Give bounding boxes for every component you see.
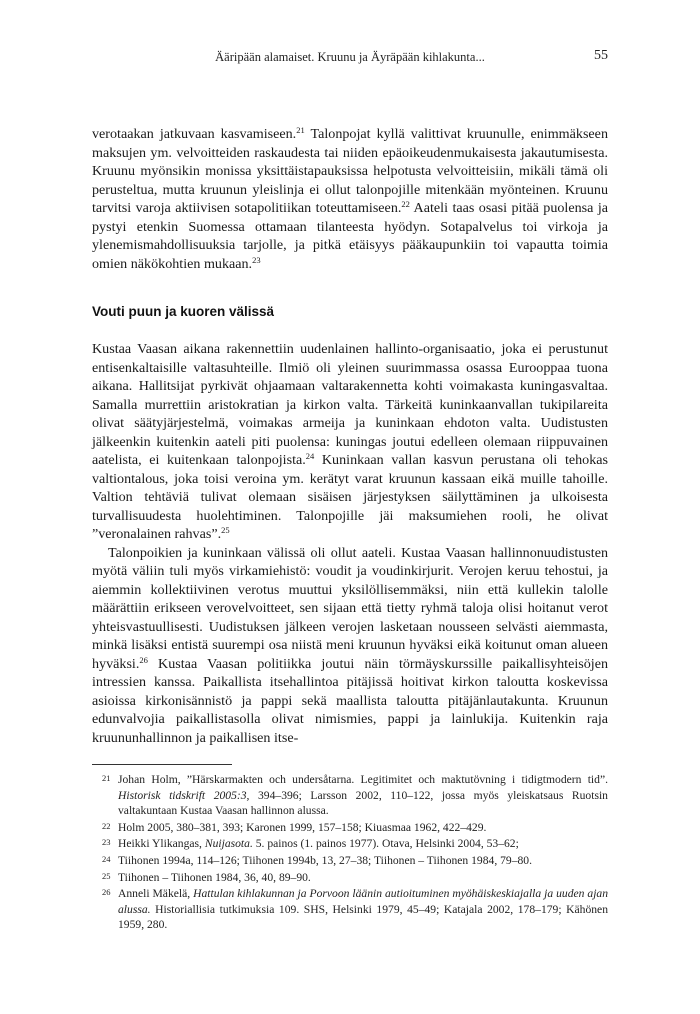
paragraph-text: verotaakan jatkuvaan kasvamiseen.: [92, 126, 297, 142]
paragraph-text: Talonpoikien ja kuninkaan välissä oli ollut aateli. Kustaa Vaasan hallinnonuudistusten myötä väliin tuli myös virkamiehistö: voudit ja voudinkirjurit. Verojen keruu tehostui, ja aiemmin kollektiivinen verotus muuttui yksilöllisemmäksi, niin että kullekin talolle määrättiin erikseen verovelvoitteet, sen sijaan että tietty ryhmä taloja olisi hoitanut verot yhteisvastuullisesti. Uudistuksen jälkeen verojen lasketaan nousseen selvästi aiemmasta, minkä lisäksi entistä suurempi osa niistä meni kruunun hyväksi eikä koitunut oman alueen hyväksi.: [92, 544, 608, 672]
page-number: 55: [594, 48, 608, 63]
footnote-text: Heikki Ylikangas,: [118, 837, 205, 851]
footnote-number: 26: [102, 887, 111, 898]
footnote-23: [92, 836, 608, 852]
footnote-number: 24: [102, 853, 111, 864]
footnote-text: Tiihonen 1994a, 114–126; Tiihonen 1994b, 13, 27–38; Tiihonen – Tiihonen 1984, 79–80.: [118, 853, 532, 867]
footnote-ref-22[interactable]: 22: [401, 199, 410, 209]
section-heading: Vouti puun ja kuoren välissä: [92, 304, 275, 319]
footnote-italic: Hattulan kihlakunnan ja Porvoon läänin autioituminen myöhäiskeskiajalla ja uuden ajan alussa.: [118, 887, 609, 916]
paragraph-text: Aateli taas osasi pitää puolensa ja pystyi etenkin Suomessa ottamaan tilanteesta hyödyn. Sotapalvelus toi virkoja ja ylenemismahdollisuuksia tarjolle, ja pitkä etäisyys pääkaupunkiin toi vapautta toimia omien näkökohtien mukaan.: [92, 200, 608, 272]
footnote-text: 394–396; Larsson 2002, 110–122, jossa myös yleiskatsaus Ruotsin valtakuntaan Kustaa Vaasan hallinnon alussa.: [118, 788, 608, 818]
footnote-21: [92, 772, 608, 819]
footnote-ref-23[interactable]: 23: [252, 254, 261, 265]
footnote-25: [92, 870, 608, 886]
footnote-number: 23: [102, 837, 111, 848]
footnote-divider: [92, 764, 232, 765]
paragraph-text: Talonpojat kyllä valittivat kruunulle, enimmäkseen maksujen ym. velvoitteiden raskaudesta tai niiden epäoikeudenmukaisesta jakautumisesta. Kruunu myönsikin monissa yksittäistapauksissa helpotusta velvoitteisiin, mikäli tämä oli perusteltua, mutta kruunun yleislinja ei ollut talonpojille mitenkään myönteinen. Kruunu tarvitsi varoja aktiivisen sotapolitiikan toteuttamiseen.: [92, 126, 608, 216]
paragraph-2: [92, 340, 608, 544]
footnote-text: Anneli Mäkelä,: [118, 887, 194, 901]
paragraph-1: [92, 125, 608, 273]
footnote-number: 22: [102, 820, 111, 831]
footnote-ref-24[interactable]: 24: [305, 451, 315, 461]
footnote-ref-21[interactable]: 21: [296, 125, 305, 135]
footnote-text: Historiallisia tutkimuksia 109. SHS, Helsinki 1979, 45–49; Katajala 2002, 178–179; Kähönen 1959, 280.: [118, 902, 608, 932]
footnote-26: [92, 886, 608, 933]
paragraph-text: Kustaa Vaasan aikana rakennettiin uudenlainen hallinto-organisaatio, joka ei perustunut entisenkaltaisille valtasuhteille. Ilmiö oli yleinen suurimmassa osassa Eurooppaa tuona aikana. Hallitsijat pyrkivät ohjaamaan valtarakennetta kohti voimakasta kuningasvaltaa. Samalla murrettiin aristokratian ja kirkon valta. Tärkeitä kuninkaanvallan tukipilareita olivat säätyjärjestelmä, voimakas armeija ja kuninkaan ehdoton valta. Uudistusten jälkeenkin kuitenkin aateli piti puolensa: kuningas joutui edelleen olemaan riippuvainen aatelista, ei kuitenkaan talonpojista.: [92, 341, 608, 468]
footnote-number: 25: [102, 870, 111, 881]
paragraph-text: Kustaa Vaasan politiikka joutui näin törmäyskurssille paikallisyhteisöjen intressien kanssa. Paikallista itsehallintoa pitäjissä hoitivat kirkon taloutta koskevissa asioissa kirkonisännistö ja pappi sekä maallista taloutta pitäjänlautakunta. Kruunun edunvalvojia paikallistasolla olivat nimismies, pappi ja lainlukija. Kuitenkin raja kruununhallinnon ja paikallisen itse-: [92, 655, 608, 746]
footnote-text: Tiihonen – Tiihonen 1984, 36, 40, 89–90.: [118, 870, 311, 884]
footnote-text: 5. painos (1. painos 1977). Otava, Helsinki 2004, 53–62;: [252, 837, 519, 851]
footnote-22: [92, 820, 608, 836]
footnote-italic: Historisk tidskrift 2005:3,: [118, 788, 250, 802]
footnote-number: 21: [102, 773, 111, 783]
footnotes: [92, 772, 608, 934]
paragraph-text: Kuninkaan vallan kasvun perustana oli tehokas valtiontalous, joka toisi veroina ym. kerätyt varat kruunun kassaan eikä muille tahoille. Valtion tehtäviä tulivat olemaan sisäisen järjestyksen säilyttäminen ja ulkoisesta turvallisuudesta huolehtiminen. Talonpojille jäi maksumiehen rooli, he olivat ”veronalainen rahvas”.: [92, 452, 608, 542]
footnote-italic: Nuijasota.: [204, 837, 253, 851]
section-body: [92, 340, 608, 747]
paragraph-3: [92, 544, 608, 748]
footnote-ref-26[interactable]: 26: [139, 654, 148, 665]
footnote-text: Johan Holm, ”Härskarmakten och undersåtarna. Legitimitet och maktutövning i tidigtmodern tid”.: [118, 773, 608, 786]
running-title: Ääripään alamaiset. Kruunu ja Äyräpään kihlakunta...: [215, 50, 485, 64]
footnote-24: [92, 853, 608, 869]
footnote-ref-25[interactable]: 25: [221, 525, 230, 535]
footnote-text: Holm 2005, 380–381, 393; Karonen 1999, 157–158; Kiuasmaa 1962, 422–429.: [118, 820, 487, 834]
